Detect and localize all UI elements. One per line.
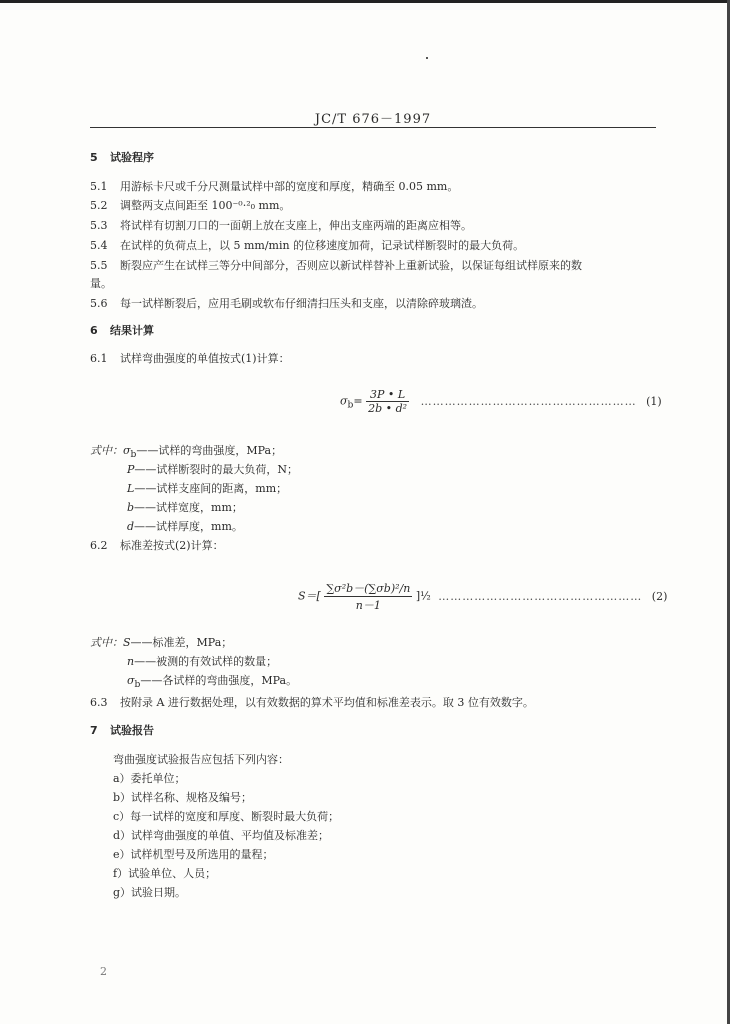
report-item-a: a）委托单位； bbox=[113, 772, 186, 785]
formula-1: $\sigma_b=$ $\frac{3P • L}{\text{2b • d²}}$ ……………………………………………… (1) bbox=[340, 388, 662, 415]
item-5-1: 5.1 用游标卡尺或千分尺测量试样中部的宽度和厚度，精确至 0.05 mm。 bbox=[90, 180, 459, 193]
formula-2-fraction: $\frac{\text{∑σ²b－(∑σb)²/n}}{n-1}$ bbox=[326, 582, 411, 612]
item-5-2: 5.2 调整两支点间距至 100⁻⁰·²₀ mm。 bbox=[90, 199, 291, 212]
where1-line-4: d——试样厚度，mm。 bbox=[127, 520, 243, 533]
scan-border-top bbox=[0, 0, 730, 3]
scan-speck bbox=[426, 57, 428, 59]
section-7-heading: 7 试验报告 bbox=[90, 724, 154, 737]
section-6-heading: 6 结果计算 bbox=[90, 324, 154, 337]
where1-line-0: 式中：$\sigma_b——$试样的弯曲强度，MPa； bbox=[90, 444, 283, 461]
report-item-b: b）试样名称、规格及编号； bbox=[113, 791, 253, 804]
page-number: 2 bbox=[100, 965, 107, 978]
report-item-f: f）试验单位、人员； bbox=[113, 867, 217, 880]
item-6-1: 6.1 试样弯曲强度的单值按式(1)计算： bbox=[90, 352, 290, 365]
section-5-heading: 5 试验程序 bbox=[90, 151, 154, 164]
where2-line-0: 式中：S——标准差，MPa； bbox=[90, 636, 233, 649]
item-5-4: 5.4 在试样的负荷点上，以 5 mm/min 的位移速度加荷，记录试样断裂时的最大负荷。 bbox=[90, 239, 525, 252]
report-item-d: d）试样弯曲强度的单值、平均值及标准差； bbox=[113, 829, 330, 842]
report-item-c: c）每一试样的宽度和厚度、断裂时最大负荷； bbox=[113, 810, 340, 823]
report-intro: 弯曲强度试验报告应包括下列内容： bbox=[113, 753, 289, 766]
item-5-6: 5.6 每一试样断裂后，应用毛刷或软布仔细清扫压头和支座，以清除碎玻璃渣。 bbox=[90, 297, 483, 310]
formula-2: S＝[ $\frac{\text{∑σ²b－(∑σb)²/n}}{n-1}$ ]½ …………………………………………… (2) bbox=[298, 582, 668, 612]
where2-line-2: $\sigma_b——$各试样的弯曲强度，MPa。 bbox=[127, 674, 298, 691]
formula-1-fraction: $\frac{3P • L}{\text{2b • d²}}$ bbox=[368, 388, 408, 415]
where1-line-2: L——试样支座间的距离，mm； bbox=[127, 482, 288, 495]
where1-line-3: b——试样宽度，mm； bbox=[127, 501, 243, 514]
item-5-5: 5.5 断裂应产生在试样三等分中间部分，否则应以新试样替补上重新试验，以保证每组试样原来的数 bbox=[90, 259, 582, 272]
item-6-3: 6.3 按附录 A 进行数据处理，以有效数据的算术平均值和标准差表示。取 3 位有效数字。 bbox=[90, 696, 534, 709]
where2-line-1: n——被测的有效试样的数量； bbox=[127, 655, 278, 668]
where1-line-1: P——试样断裂时的最大负荷，N； bbox=[127, 463, 299, 476]
item-5-3: 5.3 将试样有切割刀口的一面朝上放在支座上，伸出支座两端的距离应相等。 bbox=[90, 219, 472, 232]
header-rule bbox=[90, 127, 656, 128]
standard-header: JC/T 676－1997 bbox=[314, 112, 432, 127]
report-item-g: g）试验日期。 bbox=[113, 886, 187, 899]
item-5-5-cont: 量。 bbox=[90, 277, 112, 290]
item-6-2: 6.2 标准差按式(2)计算： bbox=[90, 539, 224, 552]
report-item-e: e）试样机型号及所选用的量程； bbox=[113, 848, 274, 861]
